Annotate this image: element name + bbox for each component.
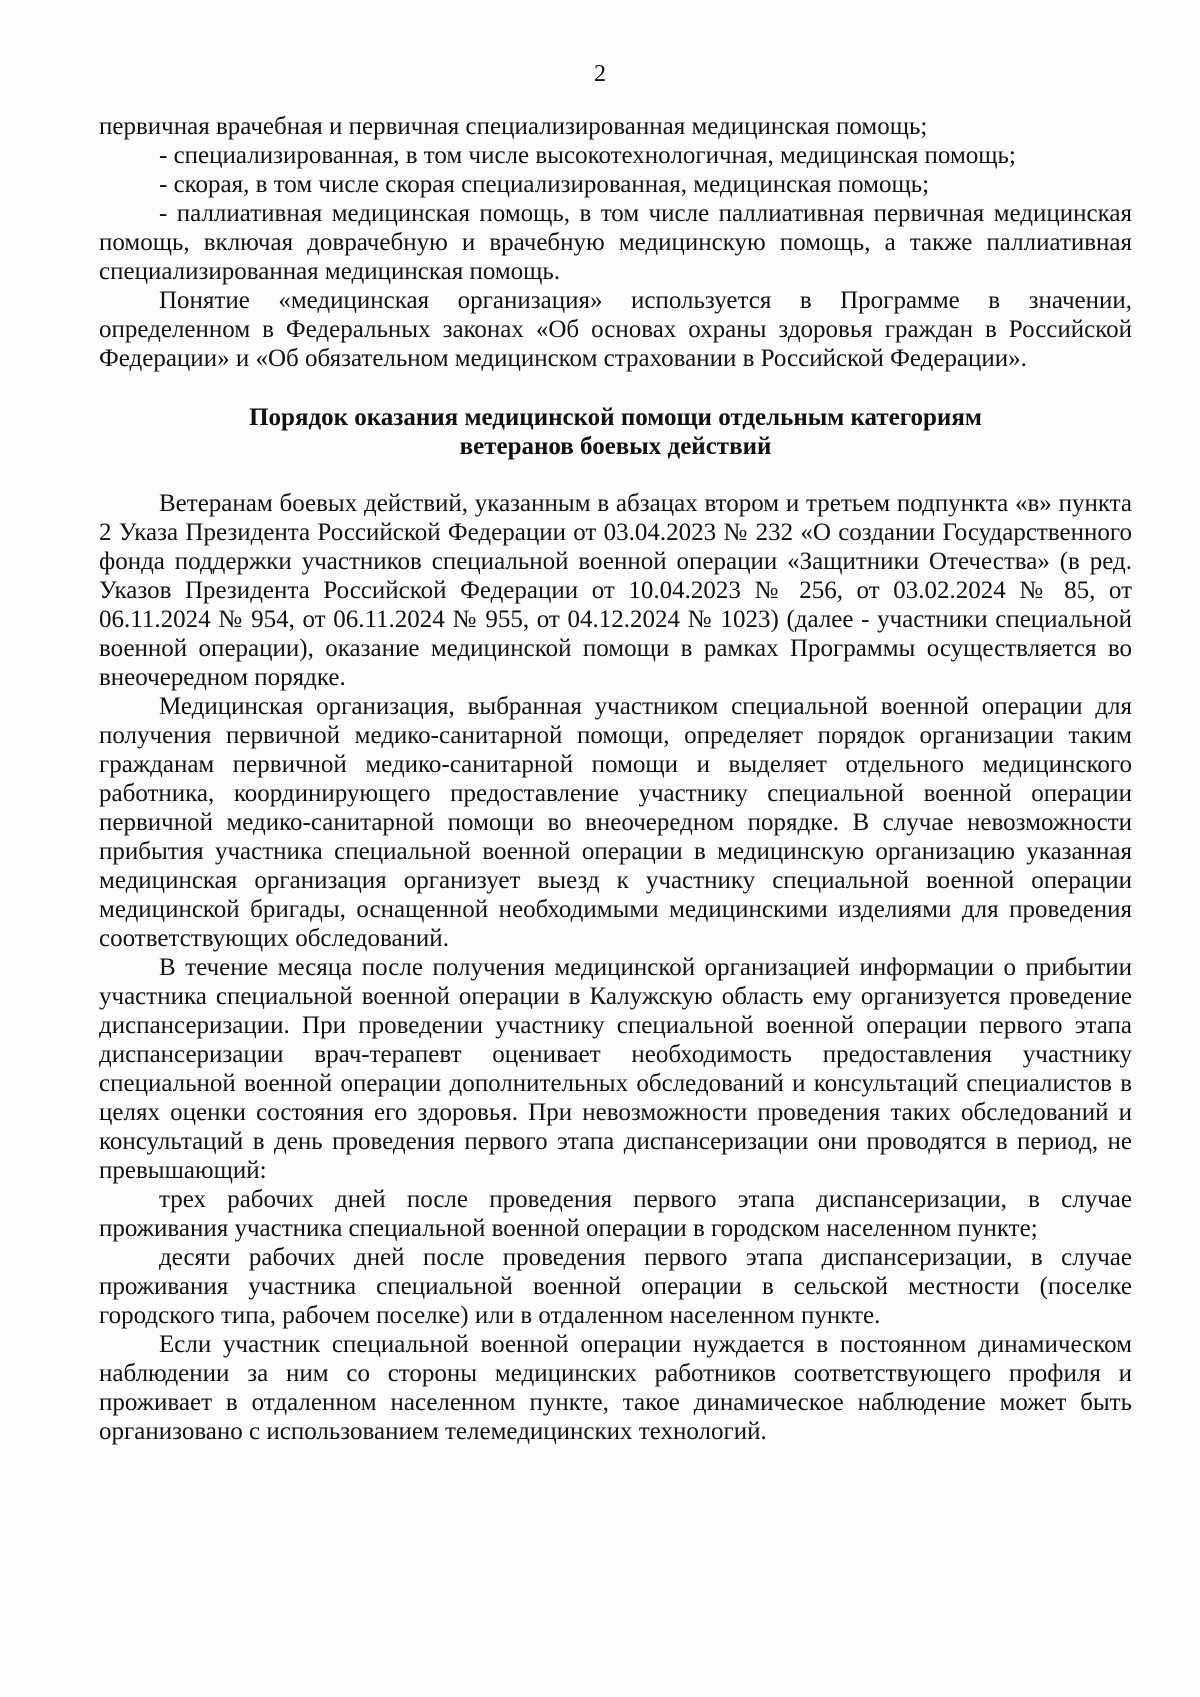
paragraph-telemedicine: Если участник специальной военной операции нуждается в постоянном динамическом наблюдении за ним со стороны медицинских работников соответствующего профиля и проживает в отдаленном населенном пункте, такое динамическое наблюдение может быть организовано с использованием телемедицинских технологий.: [99, 1331, 1132, 1445]
document-body: [99, 112, 1132, 1446]
section-heading-line-1: Порядок оказания медицинской помощи отдельным категориям: [249, 404, 982, 431]
paragraph-care-types-end: первичная врачебная и первичная специализированная медицинская помощь;: [99, 113, 928, 140]
paragraph-coordinating-worker: Медицинская организация, выбранная участником специальной военной операции для получения первичной медико-санитарной помощи, определяет порядок организации таким гражданам первичной медико-санитарной помощи и выделяет отдельного медицинского работника, координирующего предоставление участнику специальной военной операции первичной медико-санитарной помощи во внеочередном порядке. В случае невозможности прибытия участника специальной военной операции в медицинскую организацию указанная медицинская организация организует выезд к участнику специальной военной операции медицинской бригады, оснащенной необходимыми медицинскими изделиями для проведения соответствующих обследований.: [99, 693, 1132, 952]
paragraph-veterans-priority: Ветеранам боевых действий, указанным в абзацах втором и третьем подпункта «в» пункта 2 Указа Президента Российской Федерации от 03.04.2023 № 232 «О создании Государственного фонда поддержки участников специальной военной операции «Защитники Отечества» (в ред. Указов Президента Российской Федерации от 10.04.2023 № 256, от 03.02.2024 № 85, от 06.11.2024 № 954, от 06.11.2024 № 955, от 04.12.2024 № 1023) (далее - участники специальной военной операции), оказание медицинской помощи в рамках Программы осуществляется во внеочередном порядке.: [99, 490, 1132, 691]
paragraph-medical-organization-definition: Понятие «медицинская организация» используется в Программе в значении, определенном в Федеральных законах «Об основах охраны здоровья граждан в Российской Федерации» и «Об обязательном медицинском страховании в Российской Федерации».: [99, 287, 1132, 372]
paragraph-dispensarization: В течение месяца после получения медицинской организацией информации о прибытии участника специальной военной операции в Калужскую область ему организуется проведение диспансеризации. При проведении участнику специальной военной операции первого этапа диспансеризации врач-терапевт оценивает необходимость предоставления участнику специальной военной операции дополнительных обследований и консультаций специалистов в целях оценки состояния его здоровья. При невозможности проведения таких обследований и консультаций в день проведения первого этапа диспансеризации они проводятся в период, не превышающий:: [99, 954, 1132, 1184]
list-item-palliative-care: - паллиативная медицинская помощь, в том числе паллиативная первичная медицинская помощь, включая доврачебную и врачебную медицинскую помощь, а также паллиативная специализированная медицинская помощь.: [99, 200, 1132, 285]
section-heading-line-2: ветеранов боевых действий: [459, 433, 772, 460]
section-heading: [99, 403, 1132, 461]
list-item-emergency-care: - скорая, в том числе скорая специализированная, медицинская помощь;: [159, 171, 930, 198]
paragraph-urban-deadline: трех рабочих дней после проведения первого этапа диспансеризации, в случае проживания участника специальной военной операции в городском населенном пункте;: [99, 1186, 1132, 1242]
list-item-specialized-care: - специализированная, в том числе высокотехнологичная, медицинская помощь;: [159, 142, 1016, 169]
page-number: 2: [594, 61, 606, 87]
paragraph-rural-deadline: десяти рабочих дней после проведения первого этапа диспансеризации, в случае проживания участника специальной военной операции в сельской местности (поселке городского типа, рабочем поселке) или в отдаленном населенном пункте.: [99, 1244, 1132, 1329]
